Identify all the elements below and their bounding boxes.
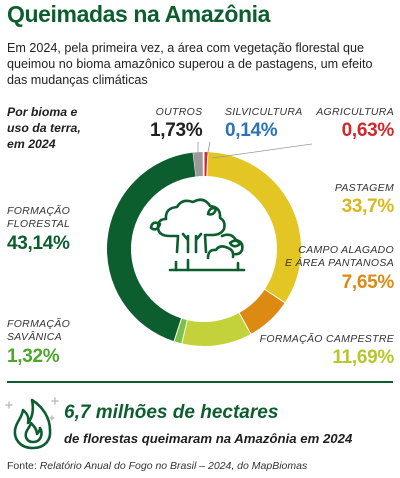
label-formacao-campestre-name: FORMAÇÃO CAMPESTRE xyxy=(259,333,394,345)
slice-outros xyxy=(194,164,203,165)
slice-formacao-campestre xyxy=(185,323,245,334)
highlight-text: de florestas queimaram na Amazônia em 2024 xyxy=(64,431,353,446)
forest-icon xyxy=(151,200,244,270)
label-campo-alagado-name-1: CAMPO ALAGADO xyxy=(298,244,394,256)
label-campo-alagado-value: 7,65% xyxy=(341,272,394,293)
donut-slices xyxy=(119,152,289,343)
label-formacao-florestal-name-2: FLORESTAL xyxy=(7,218,71,230)
label-formacao-savanica-name-2: SAVÂNICA xyxy=(7,331,62,343)
label-pastagem xyxy=(300,182,394,218)
label-campo-alagado xyxy=(280,244,394,294)
fire-icon xyxy=(5,392,61,452)
page-title: Queimadas na Amazônia xyxy=(7,1,270,27)
label-formacao-savanica-name-1: FORMAÇÃO xyxy=(7,318,71,330)
label-formacao-florestal-name-1: FORMAÇÃO xyxy=(7,205,71,217)
subtitle: Em 2024, pela primeira vez, a área com vegetação florestal que queimou no bioma amazônico superou a de pastagens, um efeito das mudanças climáticas xyxy=(7,41,373,87)
chart-heading: Por bioma e uso da terra, em 2024 xyxy=(7,105,81,151)
slice-formacao-savanica xyxy=(178,330,185,332)
label-formacao-campestre-value: 11,69% xyxy=(332,347,394,368)
slice-pastagem xyxy=(207,164,289,296)
label-formacao-savanica xyxy=(7,318,70,368)
label-agricultura-value: 0,63% xyxy=(341,120,394,141)
label-formacao-campestre xyxy=(250,333,394,369)
source-note xyxy=(7,460,307,472)
label-formacao-savanica-value: 1,32% xyxy=(7,346,60,367)
leader-agricultura xyxy=(212,144,312,158)
label-silvicultura-value: 0,14% xyxy=(225,120,278,141)
label-silvicultura-name: SILVICULTURA xyxy=(225,106,303,118)
label-silvicultura xyxy=(225,106,303,142)
label-formacao-florestal-value: 43,14% xyxy=(7,233,70,254)
label-agricultura xyxy=(310,106,394,142)
label-agricultura-name: AGRICULTURA xyxy=(316,106,394,118)
divider xyxy=(7,381,393,383)
label-campo-alagado-name-2: E ÁREA PANTANOSA xyxy=(284,257,394,269)
highlight-value: 6,7 milhões de hectares xyxy=(64,402,279,423)
source-prefix: Fonte: xyxy=(7,460,40,472)
label-outros-value: 1,73% xyxy=(150,120,203,141)
label-pastagem-name: PASTAGEM xyxy=(334,182,394,194)
source-text: Relatório Anual do Fogo no Brasil – 2024, do MapBiomas xyxy=(39,460,308,472)
label-outros-name: OUTROS xyxy=(155,106,203,118)
label-pastagem-value: 33,7% xyxy=(341,196,394,217)
label-formacao-florestal xyxy=(7,205,70,255)
label-outros xyxy=(150,106,202,142)
slice-campo-alagado xyxy=(245,296,275,323)
slice-formacao-florestal xyxy=(119,165,194,330)
